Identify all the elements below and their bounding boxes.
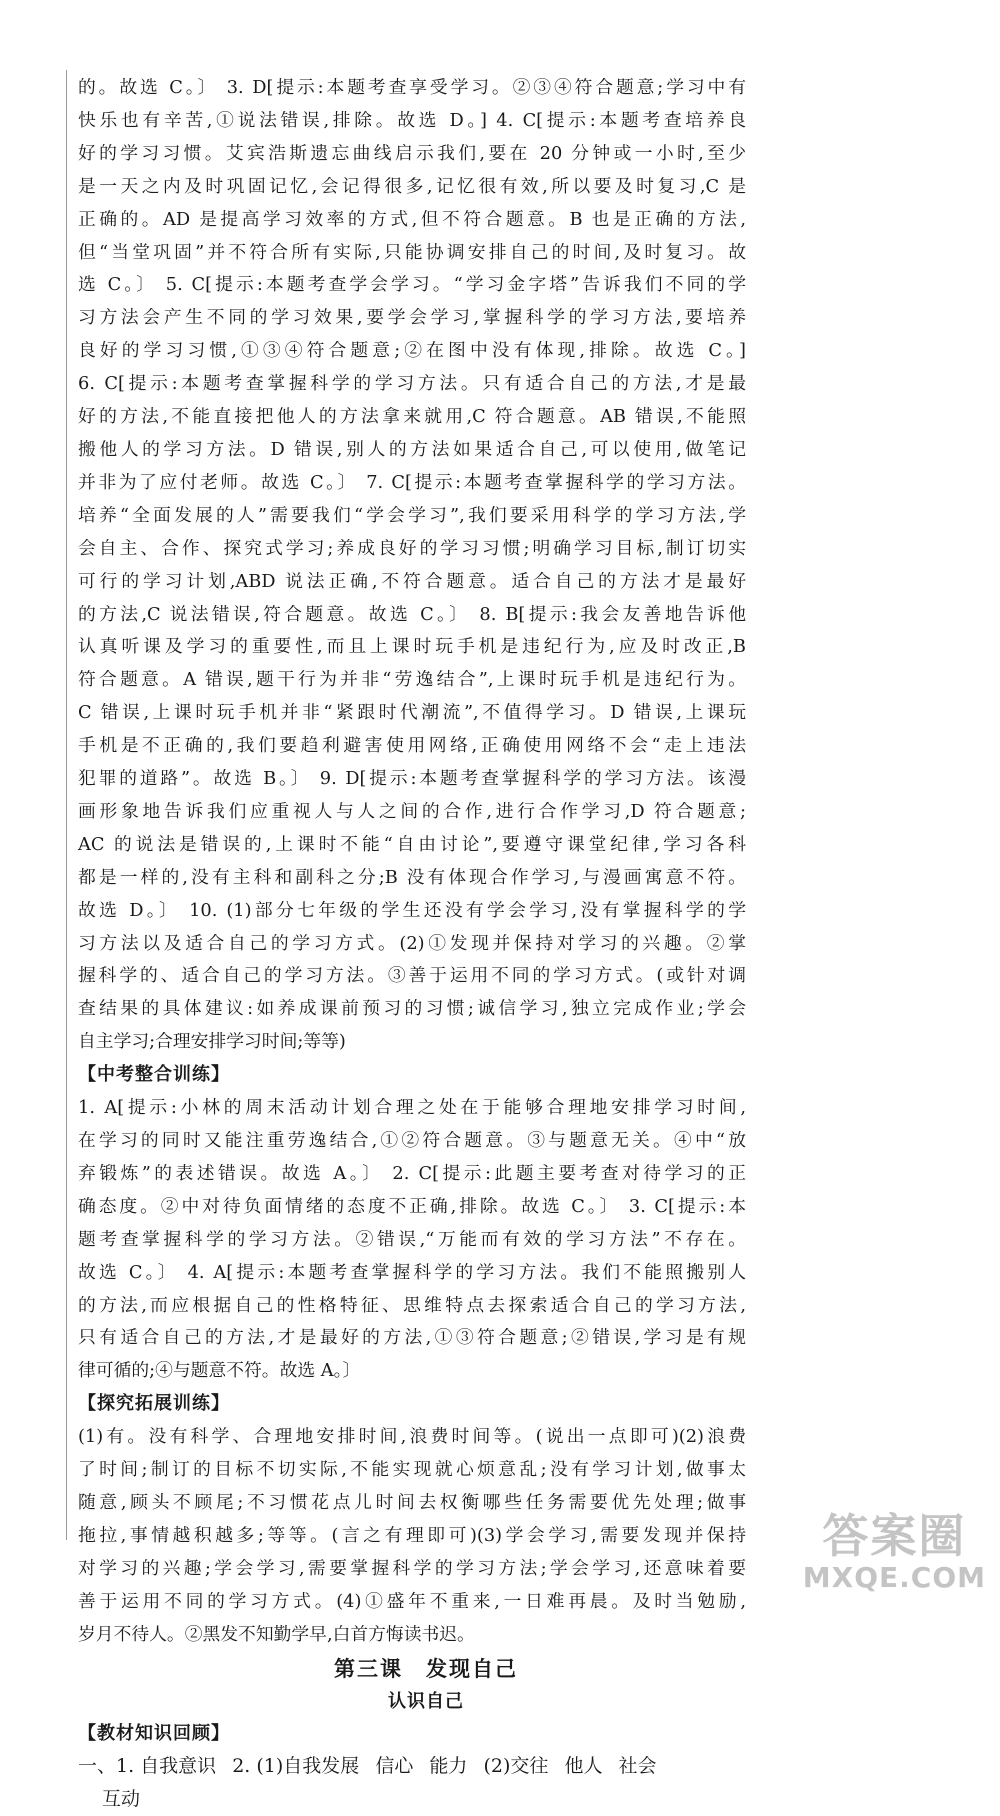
body-line: 随意,顾头不顾尾;不习惯花点儿时间去权衡哪些任务需要优先处理;做事 <box>78 1491 746 1513</box>
watermark <box>803 1511 986 1594</box>
section-heading-zhongkao: 【中考整合训练】 <box>78 1064 230 1086</box>
margin-rule <box>66 70 67 1540</box>
body-line: 故选 C。〕 4. A[提示:本题考查掌握科学的学习方法。我们不能照搬别人 <box>78 1261 746 1283</box>
review-item: 社会 <box>618 1755 657 1778</box>
body-line: 在学习的同时又能注重劳逸结合,①②符合题意。③与题意无关。④中“放 <box>78 1130 746 1151</box>
body-line: 选 C。〕 5. C[提示:本题考查学会学习。“学习金字塔”告诉我们不同的学 <box>78 274 746 296</box>
lesson-title: 第三课 发现自己 <box>334 1656 518 1681</box>
watermark-url: MXQE.COM <box>802 1561 986 1594</box>
body-line: 快乐也有辛苦,①说法错误,排除。故选 D。] 4. C[提示:本题考查培养良 <box>78 109 746 131</box>
body-line: 岁月不待人。②黑发不知勤学早,白首方悔读书迟。 <box>78 1623 475 1645</box>
body-line: 只有适合自己的方法,才是最好的方法,①③符合题意;②错误,学习是有规 <box>78 1327 746 1349</box>
body-line: 良好的学习习惯,①③④符合题意;②在图中没有体现,排除。故选 C。] <box>78 340 746 362</box>
body-line: 可行的学习计划,ABD 说法正确,不符合题意。适合自己的方法才是最好 <box>78 570 746 592</box>
body-line: 会自主、合作、探究式学习;养成良好的学习习惯;明确学习目标,制订切实 <box>78 537 746 559</box>
review-item: 他人 <box>564 1755 603 1778</box>
review-item: 信心 <box>375 1755 414 1778</box>
body-line: 是一天之内及时巩固记忆,会记得很多,记忆很有效,所以要及时复习,C 是 <box>78 175 746 197</box>
body-line: 习方法以及适合自己的学习方式。(2)①发现并保持对学习的兴趣。②掌 <box>78 932 746 954</box>
body-line: 符合题意。A 错误,题干行为并非“劳逸结合”,上课时玩手机是违纪行为。 <box>78 669 746 691</box>
body-line: 画形象地告诉我们应重视人与人之间的合作,进行合作学习,D 符合题意; <box>78 800 746 822</box>
body-line: 好的学习习惯。艾宾浩斯遗忘曲线启示我们,要在 20 分钟或一小时,至少 <box>78 142 746 164</box>
body-line: 1. A[提示:小林的周末活动计划合理之处在于能够合理地安排学习时间, <box>78 1097 746 1119</box>
body-line: 握科学的、适合自己的学习方法。③善于运用不同的学习方式。(或针对调 <box>78 965 746 987</box>
review-item: (2)交往 <box>483 1755 549 1778</box>
tanjiu-answers <box>78 1421 746 1651</box>
body-line: 好的方法,不能直接把他人的方法拿来就用,C 符合题意。AB 错误,不能照 <box>78 406 746 428</box>
body-line: 犯罪的道路”。故选 B。〕 9. D[提示:本题考查掌握科学的学习方法。该漫 <box>78 768 746 790</box>
body-line: 正确的。AD 是提高学习效率的方式,但不符合题意。B 也是正确的方法, <box>78 208 746 230</box>
lesson-subtitle: 认识自己 <box>388 1690 464 1712</box>
body-line: 自主学习;合理安排学习时间;等等) <box>78 1031 346 1053</box>
body-line: 手机是不正确的,我们要趋利避害使用网络,正确使用网络不会“走上违法 <box>78 735 746 757</box>
body-line: 但“当堂巩固”并不符合所有实际,只能协调安排自己的时间,及时复习。故 <box>78 241 746 263</box>
body-line: (1)有。没有科学、合理地安排时间,浪费时间等。(说出一点即可)(2)浪费 <box>78 1426 746 1448</box>
body-line: 培养“全面发展的人”需要我们“学会学习”,我们要采用科学的学习方法,学 <box>78 504 746 526</box>
section-heading-review: 【教材知识回顾】 <box>78 1722 230 1744</box>
body-line: 并非为了应付老师。故选 C。〕 7. C[提示:本题考查掌握科学的学习方法。 <box>78 471 746 493</box>
body-line: 的方法,C 说法错误,符合题意。故选 C。〕 8. B[提示:我会友善地告诉他 <box>78 603 746 625</box>
body-line: 查结果的具体建议:如养成课前预习的习惯;诚信学习,独立完成作业;学会 <box>78 998 746 1020</box>
body-line: 认真听课及学习的重要性,而且上课时玩手机是违纪行为,应及时改正,B <box>78 636 746 658</box>
review-item: 2. (1)自我发展 <box>232 1755 360 1778</box>
body-line: 拖拉,事情越积越多;等等。(言之有理即可)(3)学会学习,需要发现并保持 <box>78 1524 746 1546</box>
body-line: 弃锻炼”的表述错误。故选 A。〕 2. C[提示:此题主要考查对待学习的正 <box>78 1162 746 1184</box>
body-line: AC 的说法是错误的,上课时不能“自由讨论”,要遵守课堂纪律,学习各科 <box>78 833 746 855</box>
body-line: 的。故选 C。〕 3. D[提示:本题考查享受学习。②③④符合题意;学习中有 <box>78 77 746 98</box>
body-line: 6. C[提示:本题考查掌握科学的学习方法。只有适合自己的方法,才是最 <box>78 373 746 395</box>
zhongkao-answers <box>78 1092 746 1388</box>
body-line: 题考查掌握科学的学习方法。②错误,“万能而有效的学习方法”不存在。 <box>78 1228 746 1250</box>
body-line: C 错误,上课时玩手机并非“紧跟时代潮流”,不值得学习。D 错误,上课玩 <box>78 702 746 724</box>
answer-content <box>78 72 746 1816</box>
body-line: 搬他人的学习方法。D 错误,别人的方法如果适合自己,可以使用,做笔记 <box>78 438 746 460</box>
body-line: 的方法,而应根据自己的性格特征、思维特点去探索适合自己的学习方法, <box>78 1294 746 1316</box>
body-line: 都是一样的,没有主科和副科之分;B 没有体现合作学习,与漫画寓意不符。 <box>78 866 746 888</box>
body-line: 故选 D。〕 10. (1)部分七年级的学生还没有学会学习,没有掌握科学的学 <box>78 899 746 921</box>
review-row <box>78 1750 746 1783</box>
body-line: 律可循的;④与题意不符。故选 A。〕 <box>78 1360 361 1382</box>
body-line: 对学习的兴趣;学会学习,需要掌握科学的学习方法;学会学习,还意味着要 <box>78 1557 746 1579</box>
body-line: 了时间;制订的目标不切实际,不能实现就心烦意乱;没有学习计划,做事太 <box>78 1459 746 1481</box>
section-heading-tanjiu: 【探究拓展训练】 <box>78 1393 230 1415</box>
review-item: 能力 <box>429 1755 468 1778</box>
answer-body <box>78 72 746 1059</box>
watermark-logo: 答案圈 <box>822 1509 967 1563</box>
body-line: 习方法会产生不同的学习效果,要学会学习,掌握科学的学习方法,要培养 <box>78 307 746 329</box>
body-line: 善于运用不同的学习方式。(4)①盛年不重来,一日难再晨。及时当勉励, <box>78 1590 746 1612</box>
review-row-continuation: 互动 <box>102 1788 141 1811</box>
body-line: 确态度。②中对待负面情绪的态度不正确,排除。故选 C。〕 3. C[提示:本 <box>78 1195 746 1217</box>
review-item: 一、1. 自我意识 <box>78 1755 217 1778</box>
